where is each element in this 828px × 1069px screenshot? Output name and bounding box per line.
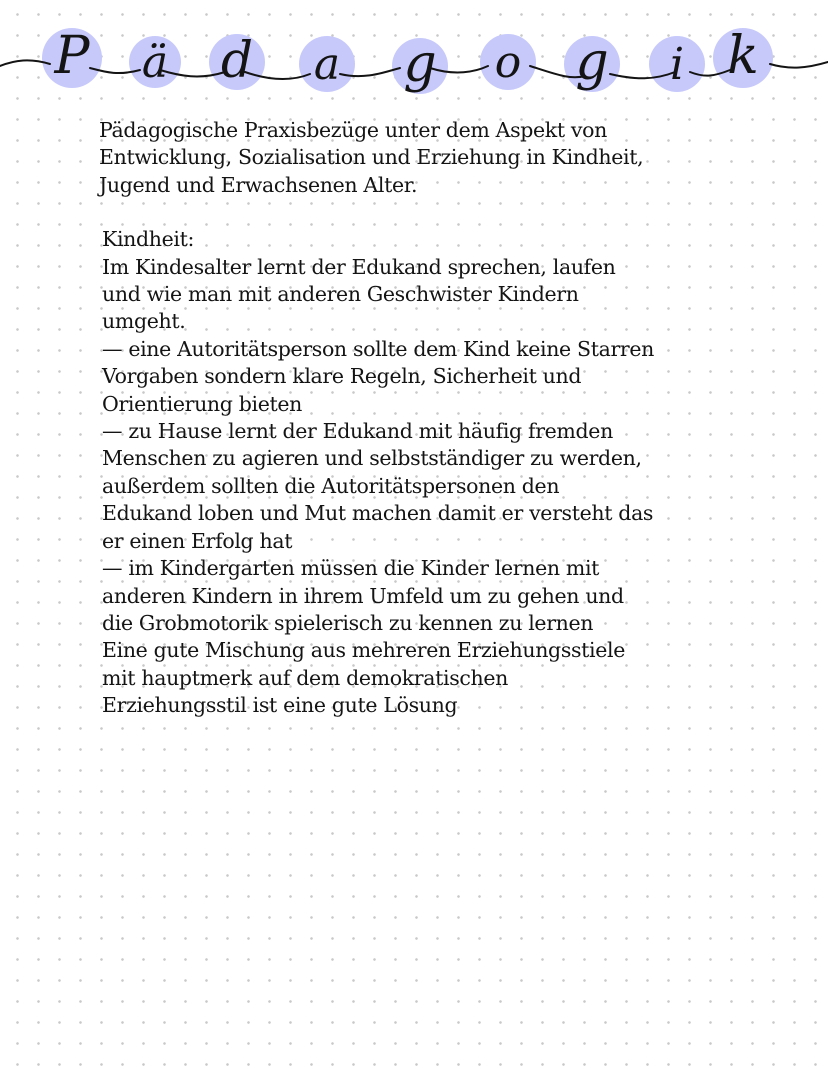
title-letter: P: [54, 26, 90, 86]
intro-paragraph: [99, 117, 799, 226]
conclusion-paragraph: [99, 637, 799, 719]
section-line: Edukand loben und Mut machen damit er versteht das: [102, 501, 654, 526]
section-line: anderen Kindern in ihrem Umfeld um zu gehen und: [102, 583, 624, 608]
section-kindheit: [99, 226, 799, 637]
title-letter: i: [669, 39, 685, 90]
title-letter: ä: [141, 37, 169, 88]
title-letter: d: [220, 31, 254, 89]
title-letter: g: [575, 32, 609, 92]
title-banner: [0, 0, 828, 120]
intro-line: Pädagogische Praxisbezüge unter dem Aspekt von: [99, 118, 608, 142]
document-body: [99, 117, 799, 720]
section-line: — eine Autoritätsperson sollte dem Kind keine Starren: [102, 336, 654, 361]
title-letter: g: [403, 34, 437, 94]
title-letter: a: [313, 39, 341, 90]
conclusion-line: mit hauptmerk auf dem demokratischen: [102, 665, 508, 690]
section-line: — im Kindergarten müssen die Kinder lernen mit: [102, 556, 600, 581]
section-line: Orientierung bieten: [102, 391, 303, 416]
section-line: Im Kindesalter lernt der Edukand sprechen, laufen: [102, 254, 616, 279]
section-line: die Grobmotorik spielerisch zu kennen zu lernen: [102, 610, 594, 635]
title-letter: k: [727, 26, 759, 86]
title-letter: o: [494, 37, 522, 88]
section-line: Menschen zu agieren und selbstständiger zu werden,: [102, 446, 642, 471]
section-line: — zu Hause lernt der Edukand mit häufig fremden: [102, 419, 613, 444]
section-line: umgeht.: [102, 309, 186, 334]
intro-line: Entwicklung, Sozialisation und Erziehung in Kindheit,: [99, 145, 644, 170]
section-heading: Kindheit:: [102, 227, 195, 252]
title-svg: [0, 0, 828, 120]
section-line: er einen Erfolg hat: [102, 528, 293, 553]
intro-line: Jugend und Erwachsenen Alter.: [99, 172, 418, 197]
section-line: und wie man mit anderen Geschwister Kindern: [102, 282, 579, 307]
section-line: Vorgaben sondern klare Regeln, Sicherheit und: [102, 364, 582, 389]
conclusion-line: Eine gute Mischung aus mehreren Erziehungsstiele: [102, 638, 626, 663]
conclusion-line: Erziehungsstil ist eine gute Lösung: [102, 693, 458, 718]
section-line: außerdem sollten die Autoritätspersonen den: [102, 473, 560, 498]
